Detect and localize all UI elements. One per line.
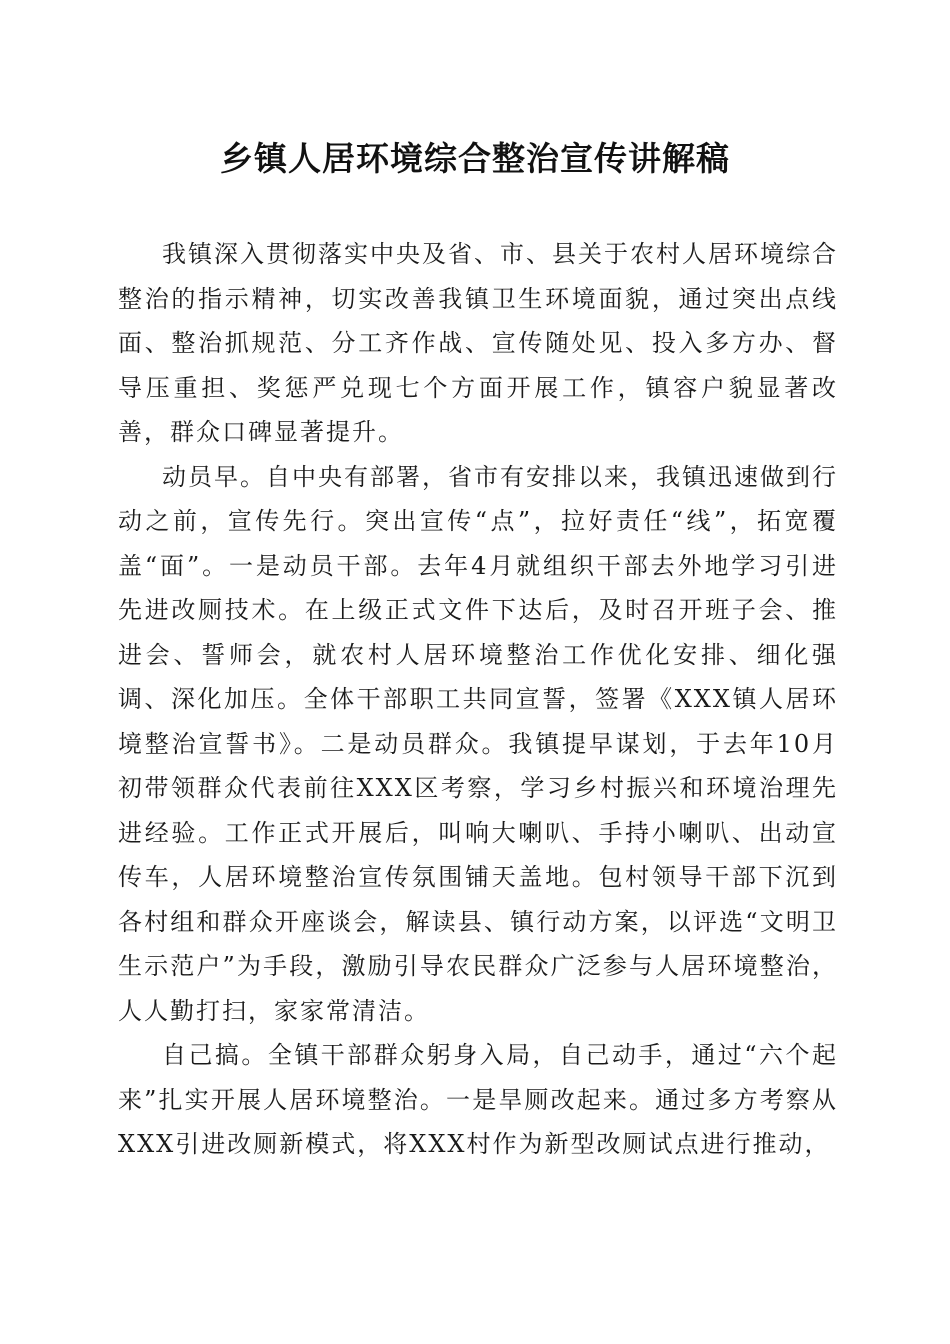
document-title: 乡镇人居环境综合整治宣传讲解稿 [220, 139, 730, 178]
paragraph-mobilize-early: 动员早。自中央有部署，省市有安排以来，我镇迅速做到行动之前，宣传先行。突出宣传“点”，拉好责任“线”，拓宽覆盖“面”。一是动员干部。去年4月就组织干部去外地学习引进先进改厕技术。在上级正式文件下达后，及时召开班子会、推进会、誓师会，就农村人居环境整治工作优化安排、细化强调、深化加压。全体干部职工共同宣誓，签署《XXX镇人居环境整治宣誓书》。二是动员群众。我镇提早谋划，于去年10月初带领群众代表前往XXX区考察，学习乡村振兴和环境治理先进经验。工作正式开展后，叫响大喇叭、手持小喇叭、出动宣传车，人居环境整治宣传氛围铺天盖地。包村领导干部下沉到各村组和群众开座谈会，解读县、镇行动方案，以评选“文明卫生示范户”为手段，激励引导农民群众广泛参与人居环境整治，人人勤打扫，家家常清洁。 [118, 462, 838, 1025]
paragraph-self-action: 自己搞。全镇干部群众躬身入局，自己动手，通过“六个起来”扎实开展人居环境整治。一是旱厕改起来。通过多方考察从XXX引进改厕新模式，将XXX村作为新型改厕试点进行推动， [118, 1041, 838, 1158]
paragraph-intro: 我镇深入贯彻落实中央及省、市、县关于农村人居环境综合整治的指示精神，切实改善我镇卫生环境面貌，通过突出点线面、整治抓规范、分工齐作战、宣传随处见、投入多方办、督导压重担、奖惩严兑现七个方面开展工作，镇容户貌显著改善，群众口碑显著提升。 [118, 240, 838, 446]
document-body [118, 232, 838, 1167]
